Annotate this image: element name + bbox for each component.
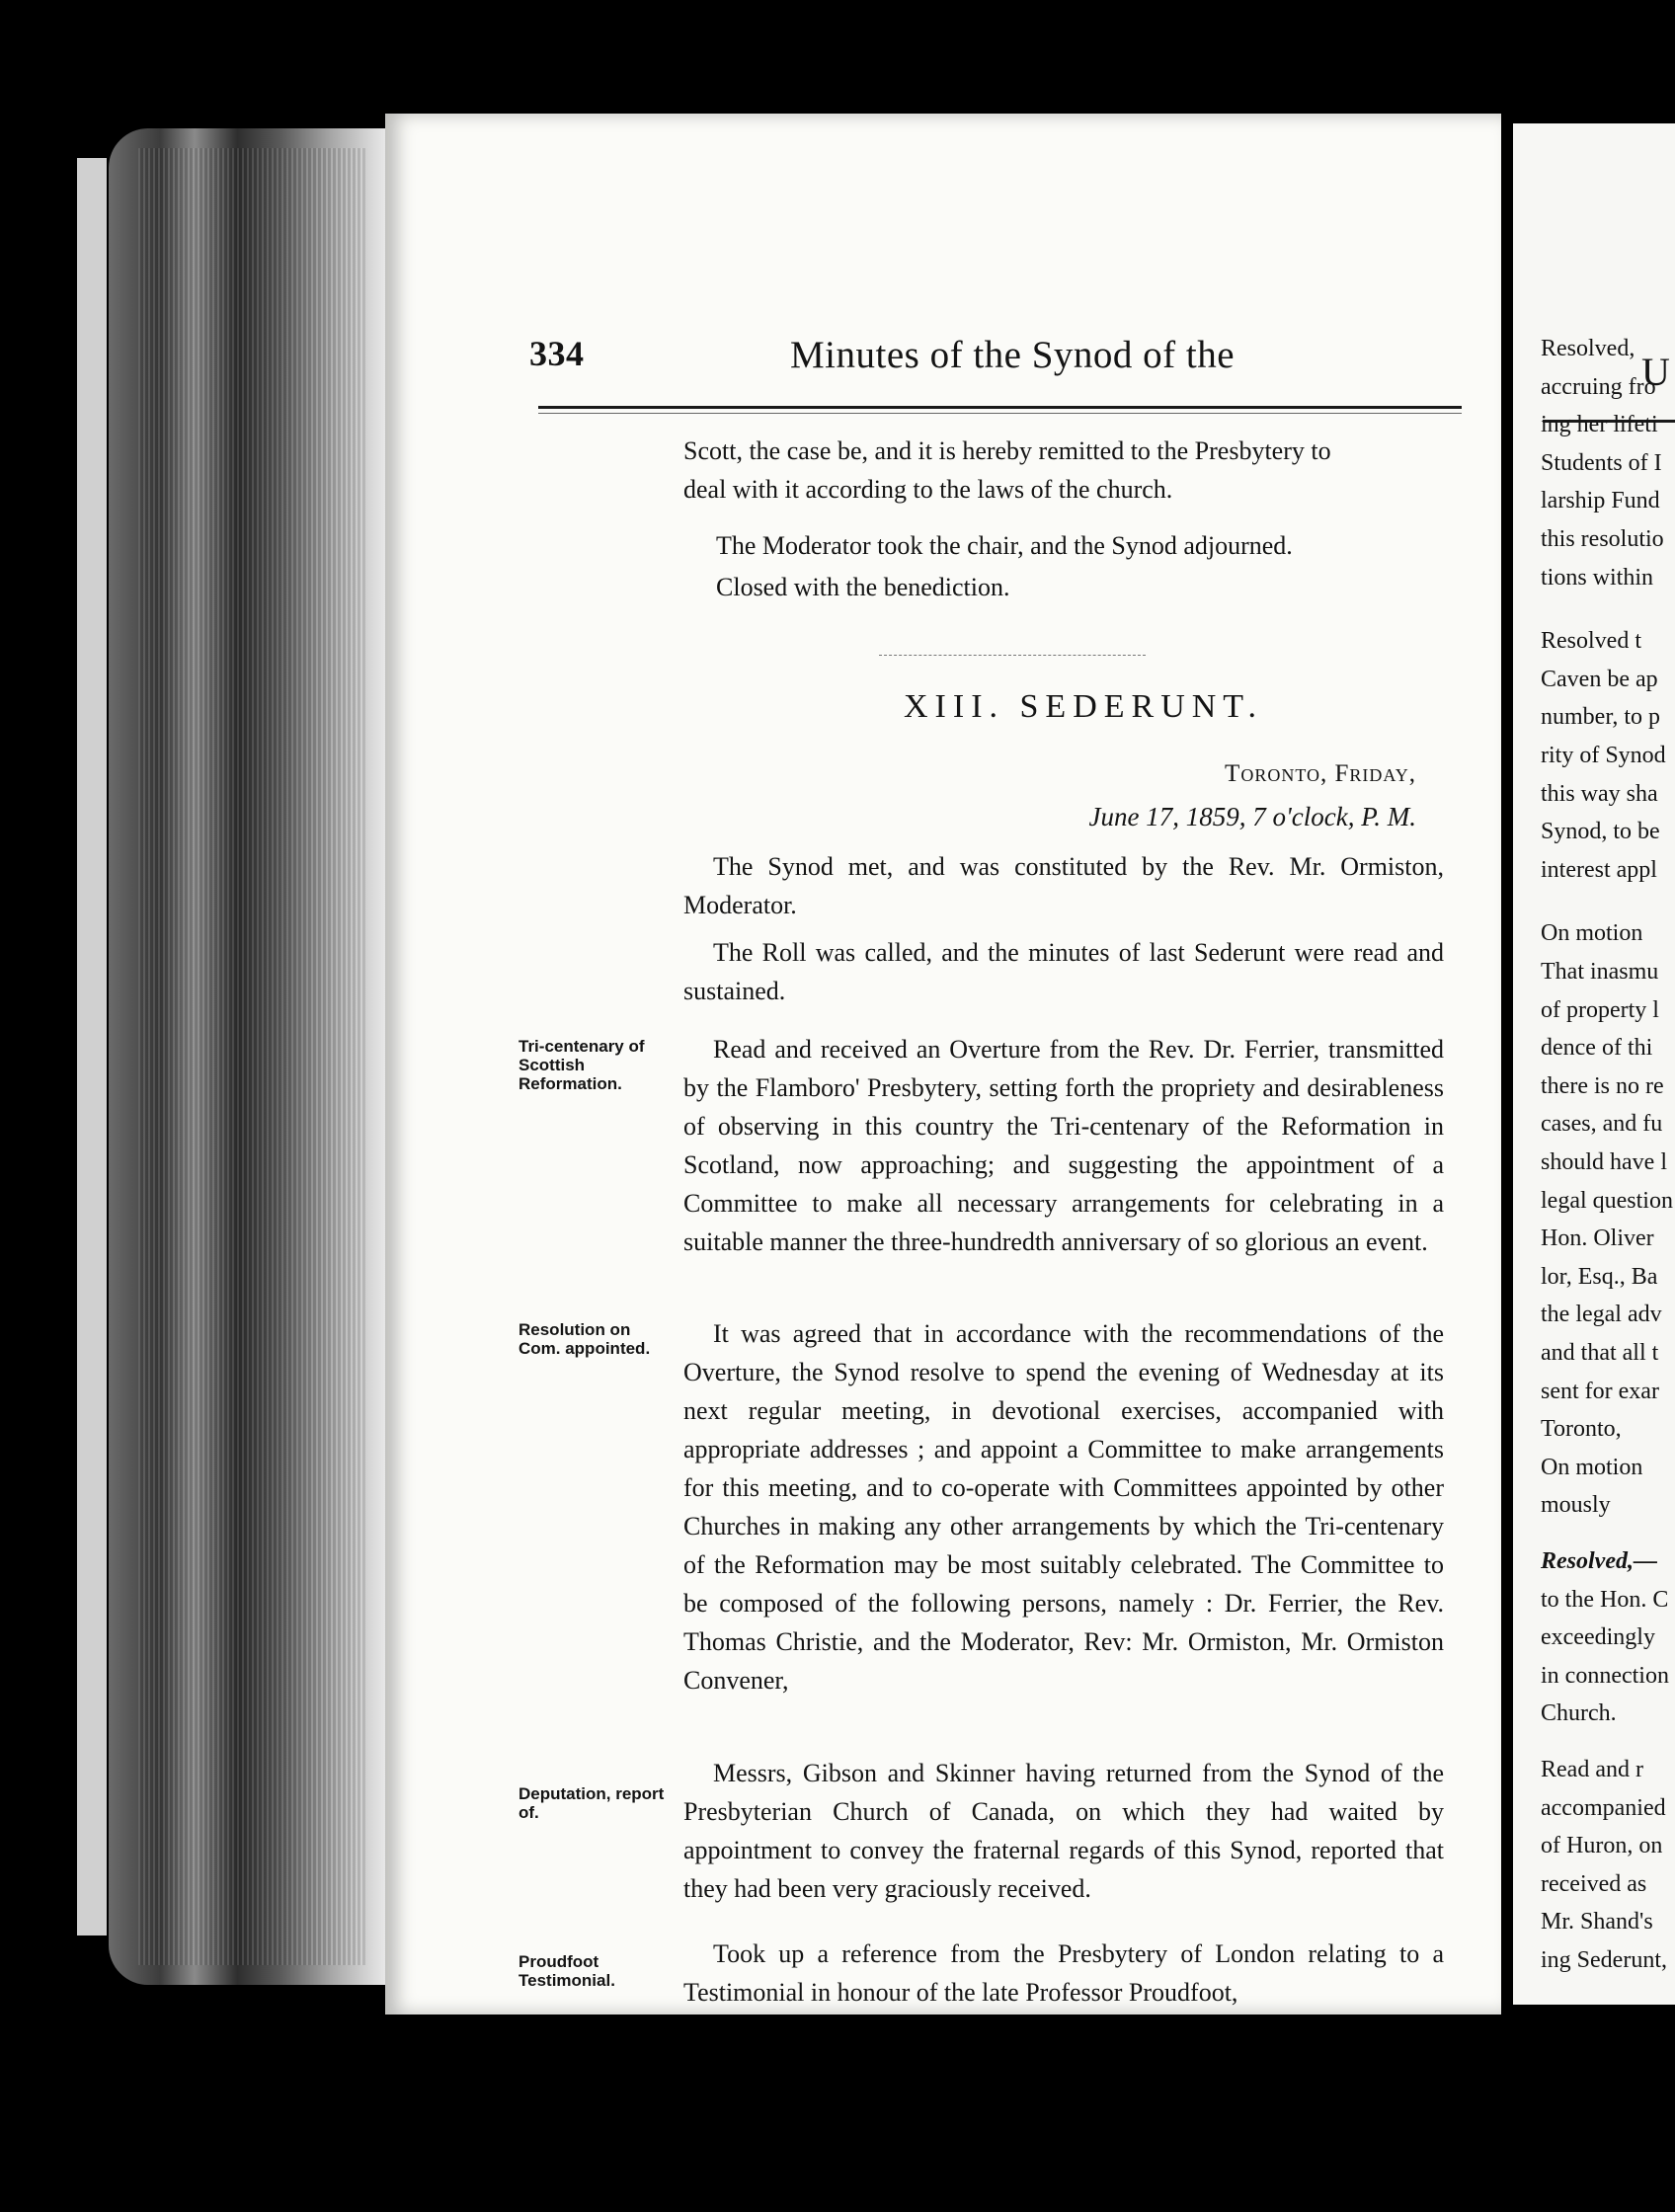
opening-line-2: deal with it according to the laws of the church. [683,475,1173,504]
roll-paragraph: The Roll was called, and the minutes of last Sederunt were read and sustained. [683,938,1444,1005]
facing-page-line: That inasmu [1541,959,1659,985]
facing-page-line: Mr. Shand's [1541,1909,1653,1936]
facing-page-line: Hon. Oliver [1541,1225,1654,1252]
facing-page-line: Toronto, [1541,1416,1622,1443]
section-separator [879,655,1146,656]
facing-page-fragment [1513,123,1675,2005]
facing-page-line: of property l [1541,996,1659,1023]
entry-tricentenary: Read and received an Overture from the Rev. Dr. Ferrier, transmitted by the Flamboro' Presbytery, setting forth the propriety and desirableness of observing in this country the Tri-centenary of the Reformation in Scotland, now approaching; and suggesting the appointment of a Committee to make all necessary arrangements for celebrating in a suitable manner the three-hundredth anniversary of so glorious an event. [683,1035,1444,1256]
facing-page-line: number, to p [1541,704,1661,731]
facing-page-line: ing her lifeti [1541,412,1658,438]
adjourned-text: The Moderator took the chair, and the Synod adjourned. [716,531,1293,560]
running-title: Minutes of the Synod of the [790,334,1236,376]
margin-note-proudfoot: Proudfoot Testimonial. [518,1952,615,1990]
margin-note-resolution: Resolution on Com. appointed. [518,1320,651,1358]
margin-note-tricentenary: Tri-centenary of Scottish Reformation. [518,1037,645,1093]
document-page [385,114,1501,2014]
margin-note-deputation: Deputation, report of. [518,1784,665,1822]
entry-deputation: Messrs, Gibson and Skinner having returned from the Synod of the Presbyterian Church of Canada, on which they had waited by appointment to convey the fraternal regards of this Synod, reported that they had been very graciously received. [683,1759,1444,1903]
facing-page-line: sent for exar [1541,1378,1659,1404]
facing-page-line: and that all t [1541,1340,1659,1366]
book-cover-edge [77,158,107,1936]
facing-page-line: there is no re [1541,1072,1664,1099]
facing-page-line: Resolved,— [1541,1548,1657,1574]
facing-page-line: to the Hon. C [1541,1586,1669,1613]
entry-proudfoot: Took up a reference from the Presbytery of London relating to a Testimonial in honour of the late Professor Proudfoot, [683,1939,1444,2007]
facing-page-line: received as [1541,1870,1647,1897]
sederunt-date: June 17, 1859, 7 o'clock, P. M. [1088,802,1416,831]
facing-page-line: interest appl [1541,856,1657,883]
facing-page-line: legal question [1541,1187,1673,1214]
facing-page-line: this resolutio [1541,526,1664,552]
facing-page-line: of Huron, on [1541,1833,1663,1859]
facing-page-line: tions within [1541,564,1654,591]
facing-page-header: U [1641,350,1670,394]
facing-page-line: mously [1541,1492,1611,1519]
facing-page-line: accompanied [1541,1794,1666,1821]
facing-page-line: On motion [1541,920,1643,947]
closed-text: Closed with the benediction. [716,573,1010,601]
page-number: 334 [529,334,585,373]
sederunt-place: Toronto, Friday, [1225,760,1416,787]
facing-page-line: Synod, to be [1541,819,1660,845]
facing-page-line: exceedingly [1541,1624,1655,1651]
book-page-edges [109,128,395,1985]
facing-page-line: in connection [1541,1662,1669,1689]
sederunt-heading: XIII. SEDERUNT. [904,688,1264,725]
facing-page-line: lor, Esq., Ba [1541,1263,1658,1290]
opening-line-1: Scott, the case be, and it is hereby remitted to the Presbytery to [683,436,1331,465]
facing-page-line: On motion [1541,1454,1643,1480]
facing-page-line: Resolved, [1541,336,1635,361]
facing-page-line: ing Sederunt, [1541,1947,1667,1973]
entry-resolution: It was agreed that in accordance with the recommendations of the Overture, the Synod resolve to spend the evening of Wednesday at its next regular meeting, in devotional exercises, accompanied with appropriate addresses ; and appoint a Committee to make arrangements for this meeting, and to co-operate with Committees appointed by other Churches in making any other arrangements by which the Tri-centenary of the Reformation may be most suitably celebrated. The Committee to be composed of the following persons, namely : Dr. Ferrier, the Rev. Thomas Christie, and the Moderator, Rev: Mr. Ormiston, Mr. Ormiston Convener, [683,1319,1444,1695]
header-rule [538,406,1462,409]
facing-page-line: should have l [1541,1149,1667,1175]
facing-page-line: Read and r [1541,1757,1643,1782]
header-rule-thin [538,413,1462,414]
facing-page-line: larship Fund [1541,488,1660,514]
facing-page-line: Students of I [1541,449,1662,476]
facing-page-line: the legal adv [1541,1302,1662,1328]
facing-page-line: dence of thi [1541,1035,1653,1062]
facing-page-line: Resolved t [1541,628,1641,655]
facing-page-line: rity of Synod [1541,743,1666,768]
facing-page-line: this way sha [1541,780,1658,807]
facing-page-line: cases, and fu [1541,1111,1663,1138]
constituted-paragraph: The Synod met, and was constituted by the Rev. Mr. Ormiston, Moderator. [683,852,1444,919]
facing-page-line: accruing fro [1541,373,1656,400]
facing-page-line: Caven be ap [1541,666,1658,692]
facing-page-line: Church. [1541,1700,1617,1727]
